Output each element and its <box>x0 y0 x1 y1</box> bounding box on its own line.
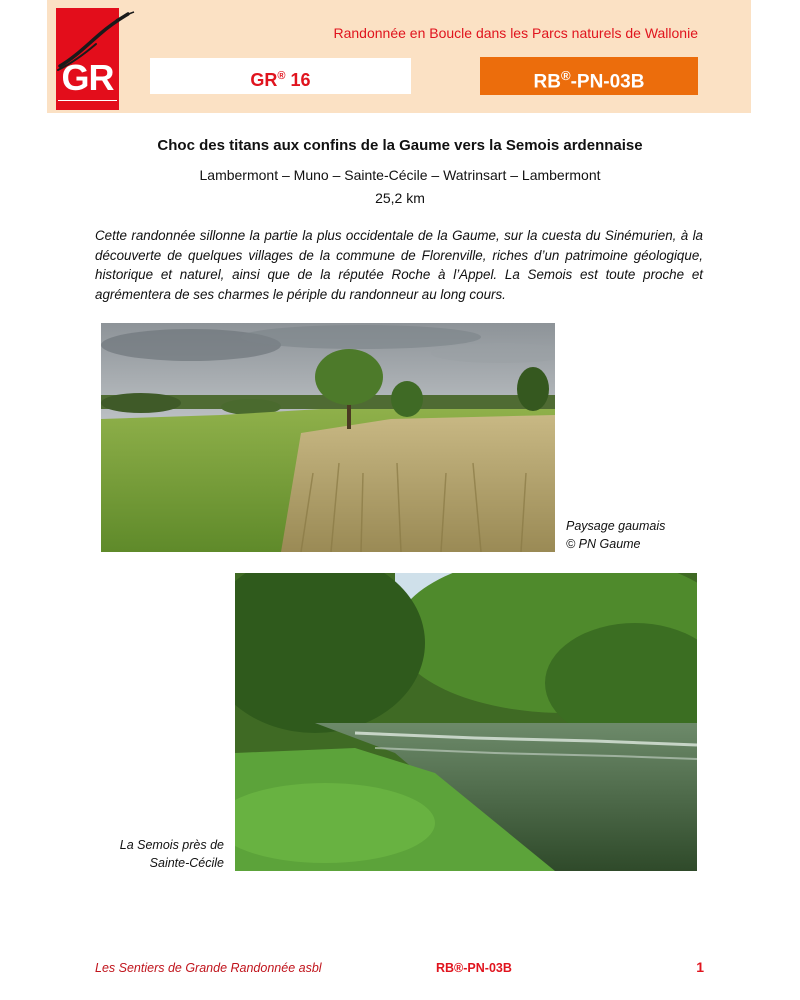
landscape-caption <box>566 517 726 553</box>
footer-organization: Les Sentiers de Grande Randonnée asbl <box>95 961 322 975</box>
caption-line: La Semois près de <box>119 838 224 852</box>
header-title: Randonnée en Boucle dans les Parcs naturels de Wallonie <box>333 25 698 41</box>
page-number: 1 <box>696 959 704 975</box>
document-title: Choc des titans aux confins de la Gaume vers la Semois ardennaise <box>157 137 643 154</box>
route-line: Lambermont – Muno – Sainte-Cécile – Watrinsart – Lambermont <box>199 167 601 183</box>
rb-prefix: RB <box>533 71 561 93</box>
rb-registered-mark: ® <box>560 68 571 83</box>
rb-code: -PN-03B <box>570 71 645 93</box>
caption-line: Paysage gaumais <box>566 519 666 533</box>
distance: 25,2 km <box>375 190 425 206</box>
gr-registered-mark: ® <box>277 70 286 82</box>
gr-number: 16 <box>285 70 311 90</box>
gr-number-box <box>150 58 411 94</box>
logo-tagline-mark <box>58 100 117 109</box>
river-photo <box>235 573 697 871</box>
caption-line: Sainte-Cécile <box>149 856 224 870</box>
landscape-photo <box>101 323 555 552</box>
gr-label: GR <box>250 70 278 90</box>
caption-credit: © PN Gaume <box>566 537 641 551</box>
rb-code-box <box>480 57 698 95</box>
intro-paragraph: Cette randonnée sillonne la partie la plus occidentale de la Gaume, sur la cuesta du Sinémurien, à la découverte de quelques villages de la commune de Florenville, riches d’un patrimoine géologique, historique et naturel, ainsi que de la réputée Roche à l’Appel. La Semois est toute proche et agrémentera de ses charmes le périple du randonneur au long cours. <box>95 228 703 302</box>
gr-logo <box>56 8 119 110</box>
logo-text: GR <box>61 57 114 98</box>
footer-code: RB®-PN-03B <box>436 961 512 975</box>
river-caption <box>80 836 224 872</box>
